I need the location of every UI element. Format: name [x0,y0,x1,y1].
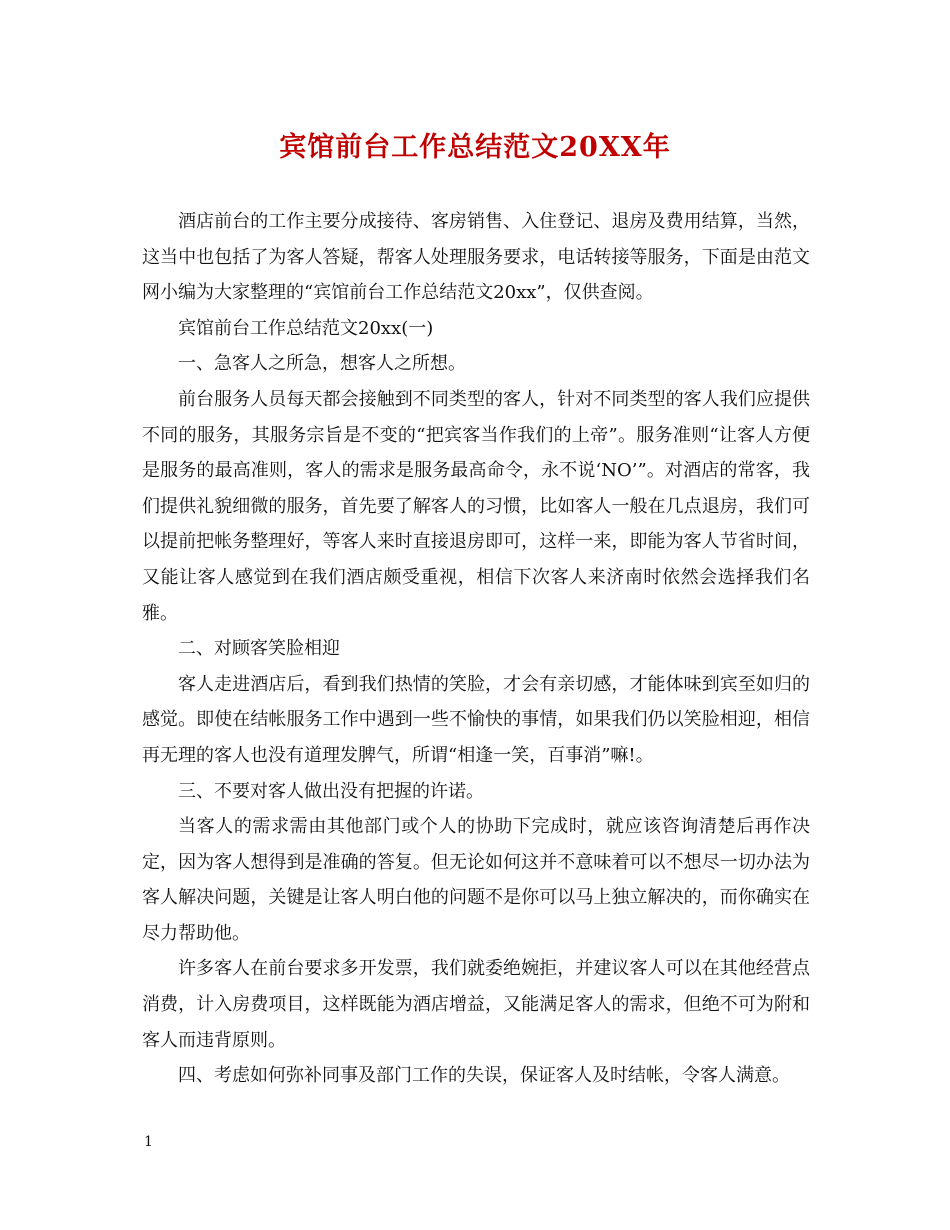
point-heading-1: 一、急客人之所急，想客人之所想。 [178,353,466,375]
paragraph-point-2: 客人走进酒店后，看到我们热情的笑脸，才会有亲切感，才能体味到宾至如归的感觉。即使在结帐服务工作中遇到一些不愉快的事情，如果我们仍以笑脸相迎，相信再无理的客人也没有道理发脾气，所谓“相逢一笑，百事消”嘛!。 [142,673,810,766]
paragraph-point-3b: 许多客人在前台要求多开发票，我们就委绝婉拒，并建议客人可以在其他经营点消费，计入房费项目，这样既能为酒店增益，又能满足客人的需求，但绝不可为附和客人而违背原则。 [142,958,810,1051]
document-title: 宾馆前台工作总结范文20XX年 [279,132,671,163]
section-heading-part-one: 宾馆前台工作总结范文20xx(一) [178,317,434,339]
point-heading-2: 二、对顾客笑脸相迎 [178,638,340,660]
paragraph-point-1: 前台服务人员每天都会接触到不同类型的客人，针对不同类型的客人我们应提供不同的服务，其服务宗旨是不变的“把宾客当作我们的上帝”。服务准则“让客人方便是服务的最高准则，客人的需求是服务最高命令，永不说‘NO’”。对酒店的常客，我们提供礼貌细微的服务，首先要了解客人的习惯，比如客人一般在几点退房，我们可以提前把帐务整理好，等客人来时直接退房即可，这样一来，即能为客人节省时间，又能让客人感觉到在我们酒店颇受重视，相信下次客人来济南时依然会选择我们名雅。 [142,388,810,624]
paragraph-intro: 酒店前台的工作主要分成接待、客房销售、入住登记、退房及费用结算，当然，这当中也包括了为客人答疑，帮客人处理服务要求，电话转接等服务，下面是由范文网小编为大家整理的“宾馆前台工作总结范文20xx”，仅供查阅。 [142,211,810,304]
point-heading-3: 三、不要对客人做出没有把握的许诺。 [178,780,484,802]
document-body [142,204,810,1094]
page-number: 1 [144,1134,153,1150]
paragraph-point-3a: 当客人的需求需由其他部门或个人的协助下完成时，就应该咨询清楚后再作决定，因为客人想得到是准确的答复。但无论如何这并不意味着可以不想尽一切办法为客人解决问题，关键是让客人明白他的问题不是你可以马上独立解决的，而你确实在尽力帮助他。 [142,816,810,944]
point-heading-4: 四、考虑如何弥补同事及部门工作的失误，保证客人及时结帐，令客人满意。 [178,1065,790,1087]
